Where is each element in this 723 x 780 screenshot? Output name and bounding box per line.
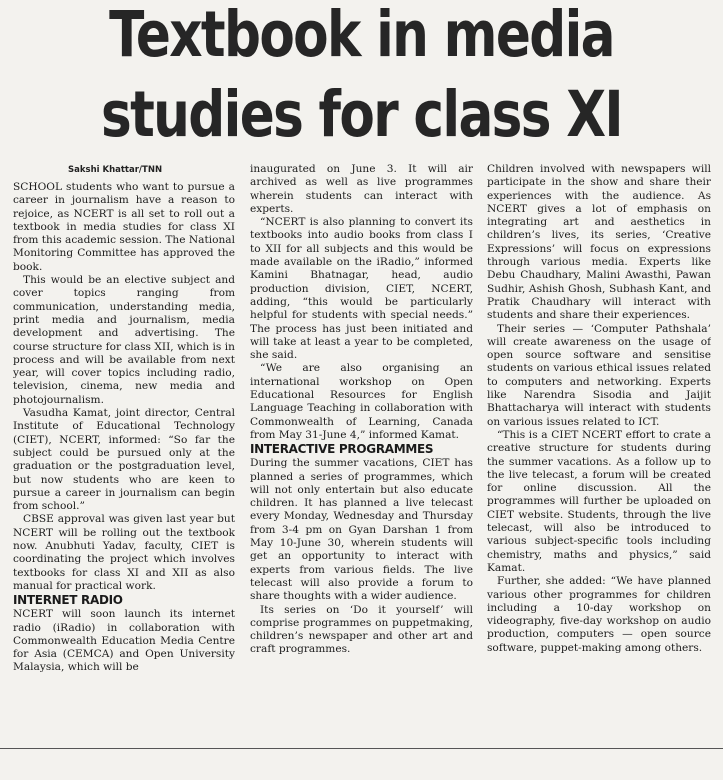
article-column-3 (487, 163, 711, 743)
headline-line-1: Textbook in media (109, 0, 614, 71)
article-column-1 (13, 181, 235, 739)
paragraph: This would be an elective subject and cover topics ranging from communication, understanding media, print media and journalism, media development and advertising. The course structure for class XII, which is in process and will be available from next year, will cover topics including radio, television, cinema, new media and photojournalism. (13, 274, 235, 406)
paragraph: inaugurated on June 3. It will air archived as well as live programmes wherein students can interact with experts. (250, 163, 473, 215)
subhead-interactive-programmes: INTERACTIVE PROGRAMMES (250, 442, 434, 457)
paragraph: CBSE approval was given last year but NCERT will be rolling out the textbook now. Anubhuti Yadav, faculty, CIET is coordinating the project which involves textbooks for class XI and XII as also manual for practical work. (13, 513, 235, 592)
paragraph: SCHOOL students who want to pursue a career in journalism have a reason to rejoice, as NCERT is all set to roll out a textbook in media studies for class XI from this academic session. The National Monitoring Committee has approved the book. (13, 181, 235, 273)
headline-line-2: studies for class XI (100, 78, 623, 151)
article-column-2 (250, 163, 473, 743)
byline: Sakshi Khattar/TNN (68, 165, 163, 175)
bottom-rule (0, 748, 723, 749)
paragraph: NCERT will soon launch its internet radio (iRadio) in collaboration with Commonwealth Education Media Centre for Asia (CEMCA) and Open University Malaysia, which will be (13, 608, 235, 674)
paragraph: Further, she added: “We have planned various other programmes for children including a 10-day workshop on videography, five-day workshop on audio production, computers — open source software, puppet-making among others. (487, 575, 711, 654)
subhead-internet-radio: INTERNET RADIO (13, 593, 123, 608)
paragraph: Vasudha Kamat, joint director, Central Institute of Educational Technology (CIET), NCERT, informed: “So far the subject could be pursued only at the graduation or the postgraduation level, but now students who are keen to pursue a career in journalism can begin from school.” (13, 407, 235, 513)
paragraph: Their series — ‘Computer Pathshala’ will create awareness on the usage of open source software and sensitise students on various ethical issues related to computers and networking. Experts like Narendra Sisodia and Jaijit Bhattacharya will interact with students on various issues related to ICT. (487, 322, 711, 428)
paragraph: Its series on ‘Do it yourself’ will comprise programmes on puppetmaking, children’s newspaper and other art and craft programmes. (250, 603, 473, 656)
paragraph: “We are also organising an international workshop on Open Educational Resources for English Language Teaching in collaboration with Commonwealth of Learning, Canada from May 31-June 4,” informed Kamat. (250, 362, 473, 441)
paragraph: During the summer vacations, CIET has planned a series of programmes, which will not only entertain but also educate children. It has planned a live telecast every Monday, Wednesday and Thursday from 3-4 pm on Gyan Darshan 1 from May 10-June 30, wherein students will get an opportunity to interact with experts from various fields. The live telecast will also provide a forum to share thoughts with a wider audience. (250, 457, 473, 603)
paragraph: “This is a CIET NCERT effort to crate a creative structure for students during the summer vacations. As a follow up to the live telecast, a forum will be created for online discussion. All the programmes will further be uploaded on CIET website. Students, through the live telecast, will also be introduced to various subject-specific tools including chemistry, maths and physics,” said Kamat. (487, 428, 711, 574)
paragraph: Children involved with newspapers will participate in the show and share their experiences with the audience. As NCERT gives a lot of emphasis on integrating art and aesthetics in children’s lives, its series, ‘Creative Expressions’ will focus on expressions through various media. Experts like Debu Chaudhary, Malini Awasthi, Pawan Sudhir, Ashish Ghosh, Subhash Kant, and Pratik Chaudhary will interact with students and share their experiences. (487, 163, 711, 322)
paragraph: “NCERT is also planning to convert its textbooks into audio books from class I to XII for all subjects and this would be made available on the iRadio,” informed Kamini Bhatnagar, head, audio production division, CIET, NCERT, adding, “this would be particularly helpful for students with special needs.” The process has just been initiated and will take at least a year to be completed, she said. (250, 216, 473, 362)
